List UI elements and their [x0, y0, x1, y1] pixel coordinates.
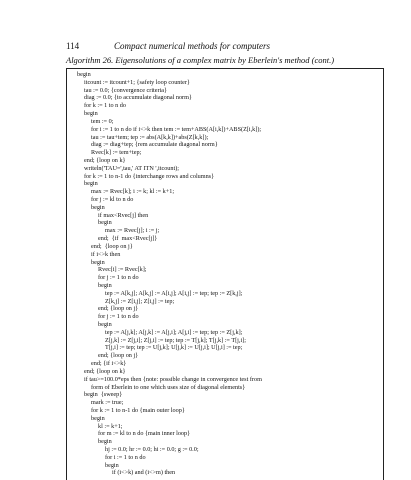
- algorithm-caption: Algorithm 26. Eigensolutions of a complex matrix by Eberlein's method (cont.): [66, 55, 335, 65]
- code-line: end; {loop on j}: [98, 352, 139, 360]
- code-line: diag := diag+tep; {rem accumulate diagonal norm}: [91, 141, 218, 149]
- code-line: kl := k+1;: [98, 422, 123, 430]
- code-line: for j := kl to n do: [91, 196, 134, 203]
- code-line: tep := A[j,k]; A[j,k] := A[j,i]; A[j,i] := tep; tep := Z[j,k];: [105, 328, 243, 336]
- code-line: for k := 1 to n-1 do {interchange rows and columns}: [84, 172, 215, 180]
- code-line: for j := 1 to n do: [98, 313, 139, 321]
- code-line: tau := tau+tem; tep := abs(A[k,k])+abs(Z[k,k]);: [91, 133, 209, 141]
- code-line: if tau>=100.0*eps then {note: possible change in convergence test from: [84, 375, 262, 383]
- code-line: begin: [84, 180, 98, 188]
- page-header: [66, 40, 386, 52]
- code-line: for i := 1 to n do if i<>k then tem := tem+ABS(A[i,k])+ABS(Z[i,k]);: [91, 125, 262, 133]
- code-line: for k := 1 to n do: [84, 102, 126, 110]
- code-line: itcount := itcount+1; {safety loop counter}: [84, 78, 190, 86]
- code-line: if (i<>k) and (i<>m) then: [112, 469, 176, 477]
- code-line: end; {loop on j}: [98, 305, 139, 313]
- code-line: for i := 1 to n do: [105, 453, 146, 461]
- code-line: Z[k,j] := Z[i,j]; Z[i,j] := tep;: [105, 297, 175, 305]
- code-line: for k := 1 to n-1 do {main outer loop}: [91, 406, 185, 414]
- code-line: end; {if max<Rvec[j]}: [98, 235, 158, 243]
- code-line: begin: [98, 281, 112, 289]
- code-line: begin: [98, 438, 112, 446]
- code-line: begin {sweep}: [84, 391, 123, 399]
- code-line: for m := kl to n do {main inner loop}: [98, 430, 191, 438]
- code-line: end; {loop on j}: [91, 242, 133, 250]
- code-line: end; {loop on k}: [84, 367, 126, 375]
- code-line: tau := 0.0; {convergence criteria}: [84, 86, 168, 94]
- code-line: T[j,i] := tep; tep := U[j,k]; U[j,k] := U[j,i]; U[j,i] := tep;: [105, 344, 243, 352]
- code-listing: [77, 71, 377, 477]
- code-line: end; {if i<>k}: [91, 360, 127, 368]
- code-line: hj := 0.0; hr := 0.0; hi := 0.0; g := 0.0;: [105, 446, 199, 453]
- running-title: Compact numerical methods for computers: [114, 41, 270, 51]
- page-number: 114: [66, 41, 80, 51]
- code-line: mark := true;: [91, 399, 124, 407]
- code-line: Rvec[k] := tem+tep;: [91, 149, 142, 157]
- code-line: tep := A[k,j]; A[k,j] := A[i,j]; A[i,j] := tep; tep := Z[k,j];: [105, 289, 243, 297]
- code-line: begin: [98, 321, 112, 328]
- code-line: if i<>k then: [91, 250, 121, 258]
- code-line: begin: [77, 71, 91, 78]
- code-line: begin: [91, 414, 105, 422]
- code-line: end; {loop on k}: [84, 156, 126, 164]
- code-line: begin: [84, 110, 98, 118]
- code-line: writeln('TAU=',tau,' AT ITN ',itcount);: [84, 164, 179, 172]
- code-line: begin: [91, 258, 105, 266]
- code-line: begin: [91, 203, 105, 211]
- code-line: begin: [105, 461, 119, 469]
- code-line: max := Rvec[j]; i := j;: [105, 227, 160, 235]
- code-line: for j := 1 to n do: [98, 274, 139, 282]
- code-line: diag := 0.0; {to accumulate diagonal norm}: [84, 94, 192, 102]
- code-line: max := Rvec[k]; i := k; kl := k+1;: [91, 188, 175, 196]
- code-line: Z[j,k] := Z[j,i]; Z[j,i] := tep; tep := T[j,k]; T[j,k] := T[j,i];: [105, 336, 246, 344]
- code-listing-box: [66, 68, 384, 480]
- code-line: tem := 0;: [91, 117, 114, 125]
- code-line: begin: [98, 219, 112, 227]
- code-line: form of Eberlein to one which uses size of diagonal elements}: [91, 383, 246, 391]
- code-line: Rvec[i] := Rvec[k];: [98, 266, 147, 274]
- code-line: if max<Rvec[j] then: [98, 211, 149, 219]
